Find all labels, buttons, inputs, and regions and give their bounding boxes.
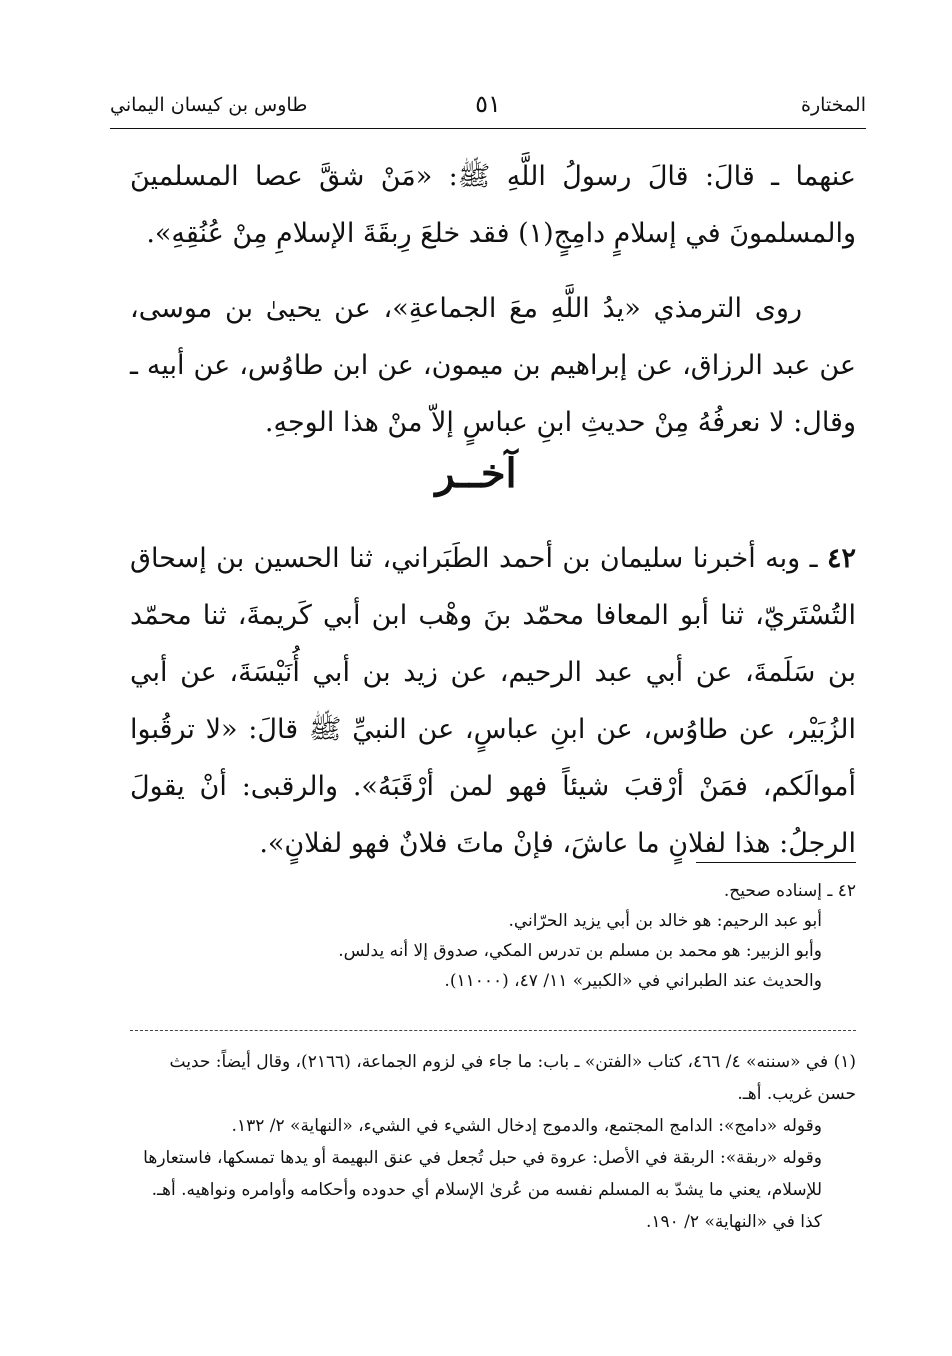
notes-separator (696, 862, 856, 863)
page-number: ٥١ (475, 90, 501, 118)
footnote-2: وقوله «دامج»: الدامج المجتمع، والدموج إدخال الشيء في الشيء، «النهاية» ٢/ ١٣٢. (231, 1116, 822, 1136)
note-line-4: والحديث عند الطبراني في «الكبير» ١١/ ٤٧، (١١٠٠٠). (444, 971, 822, 991)
hadith-text: ـ وبه أخبرنا سليمان بن أحمد الطَبَراني، ثنا الحسين بن إسحاق التُسْتَريّ، ثنا أبو المعافا محمّد بنَ وهْب ابن أبي كَريمةَ، ثنا محمّد بن سَلَمةَ، عن أبي عبد الرحيم، عن زيد بن أبي أُنَيْسَةَ، عن أبي الزُبَيْر، عن طاوُس، عن ابنِ عباسٍ، عن النبيِّ ﷺ قالَ: «لا ترقُبوا أموالَكم، فمَنْ أرْقبَ شيئاً فهو لمن أرْقَبَهُ». والرقبى: أنْ يقولَ الرجلُ: هذا لفلانٍ ما عاشَ، فإنْ ماتَ فلانٌ فهو لفلانٍ». (130, 543, 856, 859)
body-paragraph-3 (130, 530, 856, 872)
hadith-number: ٤٢ (826, 543, 856, 574)
footnote-separator (130, 1030, 856, 1031)
note-line-1: ٤٢ ـ إسناده صحيح. (723, 881, 856, 901)
section-heading: آخــر (435, 450, 517, 497)
footnote-1: (١) في «سننه» ٤/ ٤٦٦، كتاب «الفتن» ـ باب: ما جاء في لزوم الجماعة، (٢١٦٦)، وقال أيضاً: حديث حسن غريب. أهـ. (169, 1052, 856, 1104)
note-line-3: وأبو الزبير: هو محمد بن مسلم بن تدرس المكي، صدوق إلا أنه يدلس. (338, 941, 822, 961)
footnote-3: وقوله «ربقة»: الربقة في الأصل: عروة في حبل تُجعل في عنق البهيمة أو يدها تمسكها، فاستعارها للإسلام، يعني ما يشدّ به المسلم نفسه من عُرىٰ الإسلام أي حدوده وأحكامه وأوامره ونواهيه. أهـ. كذا في «النهاية» ٢/ ١٩٠. (143, 1148, 822, 1232)
footnotes (130, 1046, 856, 1238)
header-chapter-title: طاوس بن كيسان اليماني (110, 94, 308, 116)
running-header (110, 90, 866, 129)
body-paragraph-2: روى الترمذي «يدُ اللَّهِ معَ الجماعةِ»، عن يحيىٰ بن موسى، عن عبد الرزاق، عن إبراهيم بن ميمون، عن ابن طاوُس، عن أبيه ـ وقال: لا نعرفُهُ مِنْ حديثِ ابنِ عباسٍ إلاّ منْ هذا الوجهِ. (130, 293, 856, 438)
commentary-notes (130, 876, 856, 996)
note-line-2: أبو عبد الرحيم: هو خالد بن أبي يزيد الحرّاني. (508, 911, 822, 931)
body-paragraph-1: عنهما ـ قالَ: قالَ رسولُ اللَّهِ ﷺ: «مَنْ شقَّ عصا المسلمينَ والمسلمونَ في إسلامٍ دامِجٍ(١) فقد خلعَ رِبقَةَ الإسلامِ مِنْ عُنُقِهِ». (130, 161, 856, 249)
header-book-title: المختارة (801, 94, 866, 116)
